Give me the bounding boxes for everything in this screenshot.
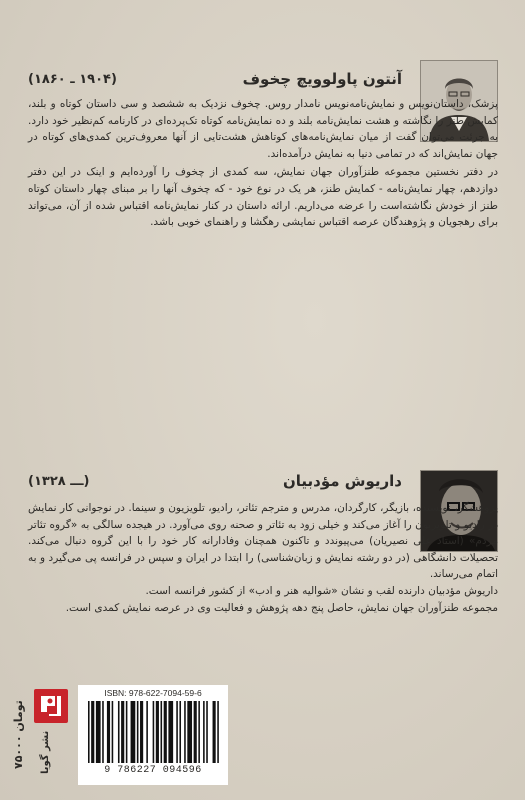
barcode-bar xyxy=(184,701,186,763)
barcode-bars xyxy=(88,701,222,763)
barcode-bar xyxy=(168,701,173,763)
bio-text xyxy=(28,500,498,616)
translator-name: داریوش مؤدبیان xyxy=(282,472,402,490)
ean-digits: 9 786227 094596 xyxy=(104,765,202,776)
barcode-bar xyxy=(213,701,216,763)
barcode-bar xyxy=(91,701,94,763)
bio-paragraph: داریوش مؤدبیان دارنده لقب و نشان «شوالیه هنر و ادب» از کشور فرانسه است. xyxy=(145,584,498,597)
bio-header xyxy=(28,472,402,490)
barcode-bar xyxy=(126,701,128,763)
isbn-label: ISBN: 978-622-7094-59-6 xyxy=(104,688,202,698)
barcode-bar xyxy=(118,701,120,763)
barcode-bar xyxy=(137,701,139,763)
barcode-bar xyxy=(121,701,124,763)
barcode-bar xyxy=(194,701,197,763)
barcode-bar xyxy=(179,701,181,763)
barcode-bar xyxy=(217,701,219,763)
bio-header xyxy=(28,70,402,88)
logo-mark-icon xyxy=(37,692,65,720)
publisher-name: نشر گویا xyxy=(40,730,51,774)
barcode-bar xyxy=(156,701,159,763)
barcode xyxy=(78,685,228,785)
barcode-bar xyxy=(176,701,178,763)
barcode-bar xyxy=(161,701,163,763)
barcode-bar xyxy=(198,701,200,763)
barcode-bar xyxy=(140,701,143,763)
bio-paragraph: پزشک، داستان‌نویس و نمایش‌نامه‌نویس نامدار روس. چخوف نزدیک به ششصد و سی داستان کوتاه و بلند، کمایش طنز را نگاشته و هشت نمایش‌نامه بلند و ده نمایش‌نامه کوتاه تک‌پرده‌ای در کارنامه کم‌نظیر خود دارد. به جرئت می‌توان گفت از میان نمایش‌نامه‌های کوتاهش هشت‌تایی از آنها معروف‌ترین کمدی‌های کوتاه در جهان نمایش‌اند که در تمامی دنیا به نمایش درآمده‌اند. xyxy=(28,98,498,160)
author-name: آنتون پاولوویچ چخوف xyxy=(242,70,402,88)
translator-dates: (ـــ ۱۳۲۸) xyxy=(28,473,90,489)
barcode-bar xyxy=(88,701,90,763)
author-dates: (۱۹۰۴ ـ ۱۸۶۰) xyxy=(28,71,117,87)
barcode-bar xyxy=(131,701,136,763)
publisher-logo-icon xyxy=(34,689,68,723)
barcode-bar xyxy=(187,701,192,763)
barcode-bar xyxy=(96,701,101,763)
cover-footer xyxy=(12,685,232,785)
barcode-bar xyxy=(203,701,205,763)
barcode-bar xyxy=(153,701,155,763)
barcode-bar xyxy=(107,701,110,763)
bio-paragraph: در دفتر نخستین مجموعه طنزآوران جهان نمایش، سه کمدی از چخوف را آورده‌ایم و اینک در این دفتر دوازدهم، چهار نمایش‌نامه - کمایش طنز، هر یک در نوع خود - که چخوف آنها را بر مبنای چهار داستان کوتاه طنز از خودش نگاشته‌است را عرضه می‌داریم. ارائه داستان در کنار نمایش‌نامه اقتباس شده از آن، می‌تواند برای رهجویان و پژوهندگان عرصه اقتباس نمایشی رهگشا و راهنمای خوبی باشد. xyxy=(28,166,498,229)
barcode-bar xyxy=(102,701,104,763)
barcode-bar xyxy=(164,701,167,763)
price-label: ۷۵۰۰۰ تومان xyxy=(12,700,25,770)
bio-paragraph: مجموعه طنزآوران جهان نمایش، حاصل پنج دهه پژوهش و فعالیت وی در عرصه نمایش کمدی است. xyxy=(65,601,498,614)
bio-text xyxy=(28,96,498,231)
barcode-bar xyxy=(206,701,208,763)
barcode-bar xyxy=(146,701,148,763)
barcode-bar xyxy=(112,701,114,763)
bio-paragraph: پژوهشگر، نویسنده، بازیگر، کارگردان، مدرس و مترجم تئاتر، رادیو، تلویزیون و سینما. در نوجوانی کار نمایش در رادیو و تلویزیون را آغاز می‌کند و خیلی زود به تئاتر و صحنه روی می‌آورد. در هیجده سالگی به «گروه تئاتر مردم» (استاد علی نصیریان) می‌پیوندد و تاکنون همچنان وفادارانه کار خود را با این گروه دنبال می‌کند. تحصیلات دانشگاهی (در دو رشته نمایش و زبان‌شناسی) را ابتدا در ایران و سپس در فرانسه پی می‌گیرد و به اتمام می‌رساند. xyxy=(28,502,498,581)
